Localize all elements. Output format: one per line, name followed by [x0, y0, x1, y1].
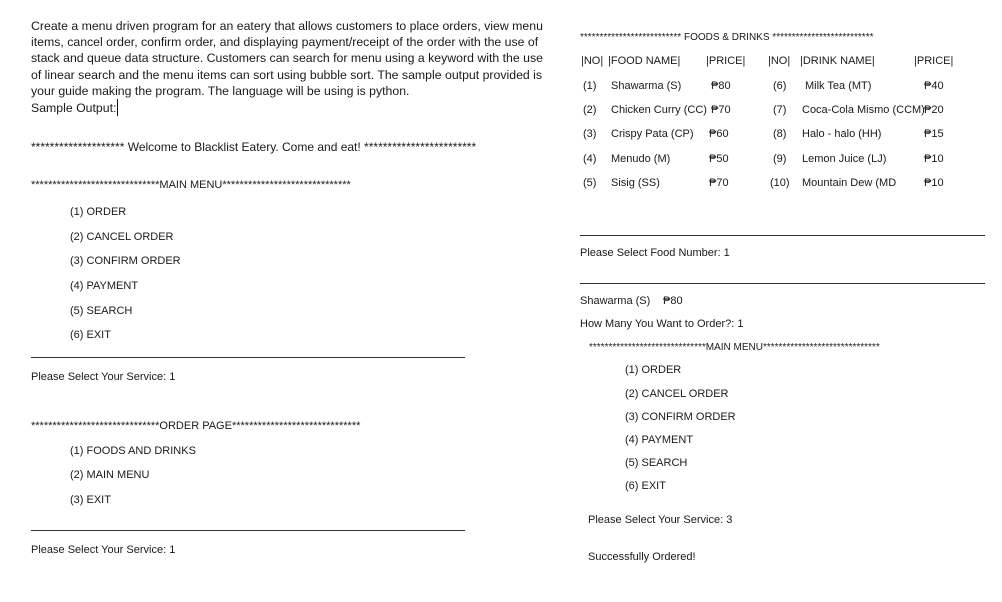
menu-item-payment: (4) PAYMENT: [70, 280, 139, 292]
cell-price: ₱10: [924, 153, 944, 165]
cell-price: ₱15: [924, 128, 944, 140]
cell-food-name: Chicken Curry (CC): [611, 104, 707, 116]
menu-item-confirm-order: (3) CONFIRM ORDER: [70, 255, 181, 267]
cell-drink-name: Mountain Dew (MD: [802, 177, 897, 189]
cell-no: (5): [583, 177, 597, 189]
cell-no: (10): [770, 177, 790, 189]
quantity-prompt: How Many You Want to Order?: 1: [580, 318, 744, 330]
table-header-drink-name: |DRINK NAME|: [800, 55, 875, 67]
menu-item-exit: (6) EXIT: [625, 480, 666, 492]
order-item-main-menu: (2) MAIN MENU: [70, 469, 150, 481]
service-prompt: Please Select Your Service: 1: [31, 371, 176, 383]
order-page-header: ******************************ORDER PAGE******************************: [31, 420, 361, 432]
intro-line: Create a menu driven program for an eatery that allows customers to place orders, view menu: [31, 19, 543, 33]
cell-no: (6): [773, 80, 787, 92]
cell-food-name: Crispy Pata (CP): [611, 128, 694, 140]
cell-no: (8): [773, 128, 787, 140]
cell-food-name: Sisig (SS): [611, 177, 660, 189]
intro-line: of linear search and the menu items can sort using bubble sort. The sample output provided is: [31, 67, 543, 82]
cell-no: (1): [583, 80, 597, 92]
sample-output-label: Sample Output:: [31, 101, 117, 116]
menu-item-cancel-order: (2) CANCEL ORDER: [625, 388, 729, 400]
cell-food-name: Shawarma (S): [611, 80, 682, 92]
order-item-exit: (3) EXIT: [70, 494, 111, 506]
intro-line: your guide making the program. The language will be using is python.: [31, 83, 410, 98]
cell-price: ₱10: [924, 177, 944, 189]
cell-price: ₱40: [924, 80, 944, 92]
cell-price: ₱20: [924, 104, 944, 116]
cell-no: (9): [773, 153, 787, 165]
cell-drink-name: Lemon Juice (LJ): [802, 153, 887, 165]
service-prompt: Please Select Your Service: 1: [31, 544, 176, 556]
order-item-foods-drinks: (1) FOODS AND DRINKS: [70, 445, 196, 457]
menu-item-cancel-order: (2) CANCEL ORDER: [70, 231, 174, 243]
intro-line: items, cancel order, confirm order, and displaying payment/receipt of the order with the use of: [31, 35, 539, 50]
table-header-price: |PRICE|: [914, 55, 954, 67]
menu-item-confirm-order: (3) CONFIRM ORDER: [625, 411, 736, 423]
table-header-no: |NO|: [581, 55, 604, 67]
intro-line: stack and queue data structure. Customers can search for menu using a keyword with the use: [31, 51, 543, 66]
cell-price: ₱70: [709, 177, 729, 189]
divider: [31, 530, 465, 531]
table-header-food-name: |FOOD NAME|: [608, 55, 681, 67]
menu-item-order: (1) ORDER: [625, 364, 682, 376]
divider: [31, 357, 465, 358]
cell-drink-name: Milk Tea (MT): [805, 80, 872, 92]
table-header-no: |NO|: [768, 55, 791, 67]
cell-drink-name: Coca-Cola Mismo (CCM): [802, 104, 925, 116]
cell-no: (7): [773, 104, 787, 116]
cell-price: ₱80: [711, 80, 731, 92]
problem-description: [31, 18, 551, 116]
main-menu-header: ******************************MAIN MENU******************************: [31, 179, 351, 191]
cell-food-name: Menudo (M): [611, 153, 671, 165]
selected-item-name: Shawarma (S): [580, 295, 651, 307]
foods-drinks-header: ************************** FOODS & DRINKS **************************: [580, 32, 874, 43]
divider: [580, 235, 985, 236]
menu-item-payment: (4) PAYMENT: [625, 434, 694, 446]
success-message: Successfully Ordered!: [588, 551, 696, 563]
table-header-price: |PRICE|: [706, 55, 746, 67]
food-number-prompt: Please Select Food Number: 1: [580, 247, 730, 259]
cell-price: ₱60: [709, 128, 729, 140]
cell-no: (4): [583, 153, 597, 165]
cell-no: (3): [583, 128, 597, 140]
divider: [580, 283, 985, 284]
selected-item-price: ₱80: [663, 295, 683, 307]
cell-no: (2): [583, 104, 597, 116]
menu-item-search: (5) SEARCH: [70, 305, 133, 317]
cell-drink-name: Halo - halo (HH): [802, 128, 882, 140]
menu-item-search: (5) SEARCH: [625, 457, 688, 469]
menu-item-exit: (6) EXIT: [70, 329, 111, 341]
text-cursor: [117, 99, 118, 116]
sample-output-line: [31, 99, 551, 116]
service-prompt: Please Select Your Service: 3: [588, 514, 733, 526]
cell-price: ₱70: [711, 104, 731, 116]
main-menu-header: ******************************MAIN MENU******************************: [589, 342, 880, 353]
cell-price: ₱50: [709, 153, 729, 165]
menu-item-order: (1) ORDER: [70, 206, 127, 218]
welcome-banner: ******************** Welcome to Blacklist Eatery. Come and eat! ************************: [31, 140, 477, 154]
